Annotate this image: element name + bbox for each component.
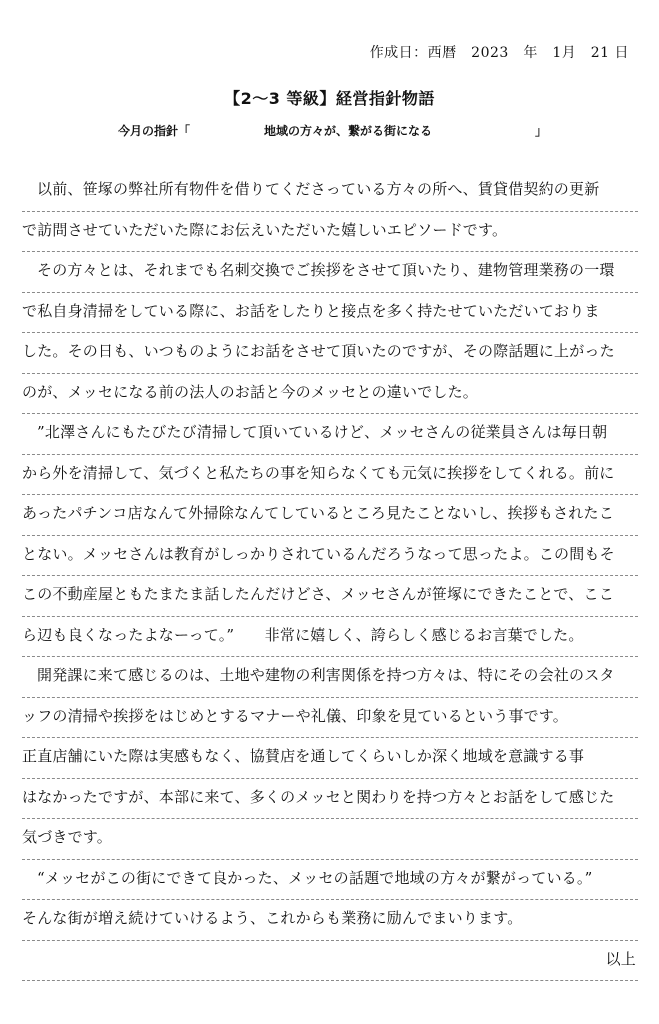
story-line: 開発課に来て感じるのは、土地や建物の利害関係を持つ方々は、特にその会社のスタ <box>22 657 638 698</box>
story-line: のが、メッセになる前の法人のお話と今のメッセとの違いでした。 <box>22 374 638 415</box>
story-line: ら辺も良くなったよなーって。” 非常に嬉しく、誇らしく感じるお言葉でした。 <box>22 617 638 658</box>
policy-suffix: 」 <box>535 124 548 138</box>
story-line: 気づきです。 <box>22 819 638 860</box>
story-line: あったパチンコ店なんて外掃除なんてしているところ見たことないし、挨拶もされたこ <box>22 495 638 536</box>
story-line: で私自身清掃をしている際に、お話をしたりと接点を多く持たせていただいておりま <box>22 293 638 334</box>
story-line: そんな街が増え続けていけるよう、これからも業務に励んでまいります。 <box>22 900 638 941</box>
policy-text: 地域の方々が、繋がる街になる <box>264 124 433 138</box>
policy-prefix: 今月の指針「 <box>118 124 191 138</box>
story-line: とない。メッセさんは教育がしっかりされているんだろうなって思ったよ。この間もそ <box>22 536 638 577</box>
story-line: はなかったですが、本部に来て、多くのメッセと関わりを持つ方々とお話をして感じた <box>22 779 638 820</box>
story-line: その方々とは、それまでも名刺交換でご挨拶をさせて頂いたり、建物管理業務の一環 <box>22 252 638 293</box>
story-line: 正直店舗にいた際は実感もなく、協賛店を通してくらいしか深く地域を意識する事 <box>22 738 638 779</box>
story-line: 以前、笹塚の弊社所有物件を借りてくださっている方々の所へ、賃貸借契約の更新 <box>22 171 638 212</box>
document-title: 【2～3 等級】経営指針物語 <box>224 89 435 108</box>
story-line: ”北澤さんにもたびたび清掃して頂いているけど、メッセさんの従業員さんは毎日朝 <box>22 414 638 455</box>
story-line: した。その日も、いつものようにお話をさせて頂いたのですが、その際話題に上がった <box>22 333 638 374</box>
story-line: ッフの清掃や挨拶をはじめとするマナーや礼儀、印象を見ているという事です。 <box>22 698 638 739</box>
story-line: “メッセがこの街にできて良かった、メッセの話題で地域の方々が繋がっている。” <box>22 860 638 901</box>
story-line: から外を清掃して、気づくと私たちの事を知らなくても元気に挨拶をしてくれる。前に <box>22 455 638 496</box>
story-line: この不動産屋ともたまたま話したんだけどさ、メッセさんが笹塚にできたことで、ここ <box>22 576 638 617</box>
story-body <box>22 171 638 981</box>
creation-date: 作成日：西暦 2023 年 1月 21 日 <box>369 45 629 61</box>
closing-word: 以上 <box>22 941 638 982</box>
story-line: で訪問させていただいた際にお伝えいただいた嬉しいエピソードです。 <box>22 212 638 253</box>
